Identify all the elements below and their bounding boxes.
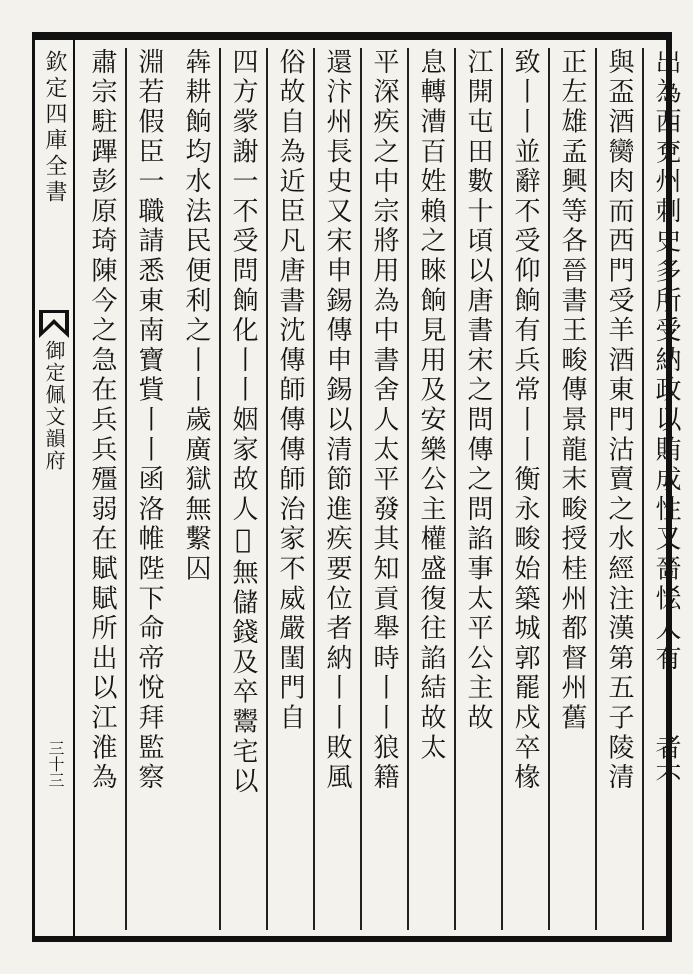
text-column-5: 俗故自為近臣凡唐書沈傳師傳傳師治家不威嚴閨門自: [275, 48, 305, 734]
margin-column: [35, 40, 75, 936]
text-column-3: 犇耕餉均水法民便利之丨丨歲廣獄無繫囚: [181, 48, 211, 585]
text-column-6: 還汴州長史又宋申錫傳申錫以清節進疾要位者納丨丨敗風: [322, 48, 352, 793]
text-column-7: 平深疾之中宗將用為中書舍人太平發其知貢舉時丨丨狼籍: [369, 48, 399, 793]
text-column-1: 肅宗駐蹕彭原琦陳今之急在兵兵殭弱在賦賦所出以江淮為: [87, 48, 117, 793]
text-column-11: 正左雄孟興等各晉書王畯傳景龍末畯授桂州都督州舊: [557, 48, 587, 734]
book-title: 欽定四庫全書: [42, 50, 67, 206]
text-column-10: 致丨丨並辭不受仰餉有兵常丨丨衡永畯始築城郭罷戍卒椽: [510, 48, 540, 793]
bottom-rule: [32, 936, 672, 942]
text-column-13: 出為西兗州刺史多所受納政以賄成性又嗇恡人有丨丨者不: [651, 48, 681, 793]
text-column-9: 江開屯田數十頃以唐書宋之問傳之問諂事太平公主故: [463, 48, 493, 734]
page-number: 三十三: [46, 740, 65, 788]
text-column-4: 四方䝉謝一不受問餉化丨丨姻家故人𡚶無儲錢及卒鬻宅以: [228, 48, 258, 797]
page-frame: [32, 32, 681, 942]
fish-tail-icon: [39, 310, 69, 338]
text-area: [75, 40, 681, 936]
text-column-12: 與盃酒臠肉而西門受羊酒東門沽賣之水經注漢第五子陵清: [604, 48, 634, 793]
text-column-8: 息轉漕百姓賴之睞餉見用及安樂公主權盛復往諂結故太: [416, 48, 446, 764]
top-rule: [32, 32, 672, 40]
section-title: 御定佩文韻府: [42, 340, 66, 472]
text-column-2: 淵若假臣一職請悉東南寶貲丨丨函洛帷陛下命帝悅拜監察: [134, 48, 164, 793]
